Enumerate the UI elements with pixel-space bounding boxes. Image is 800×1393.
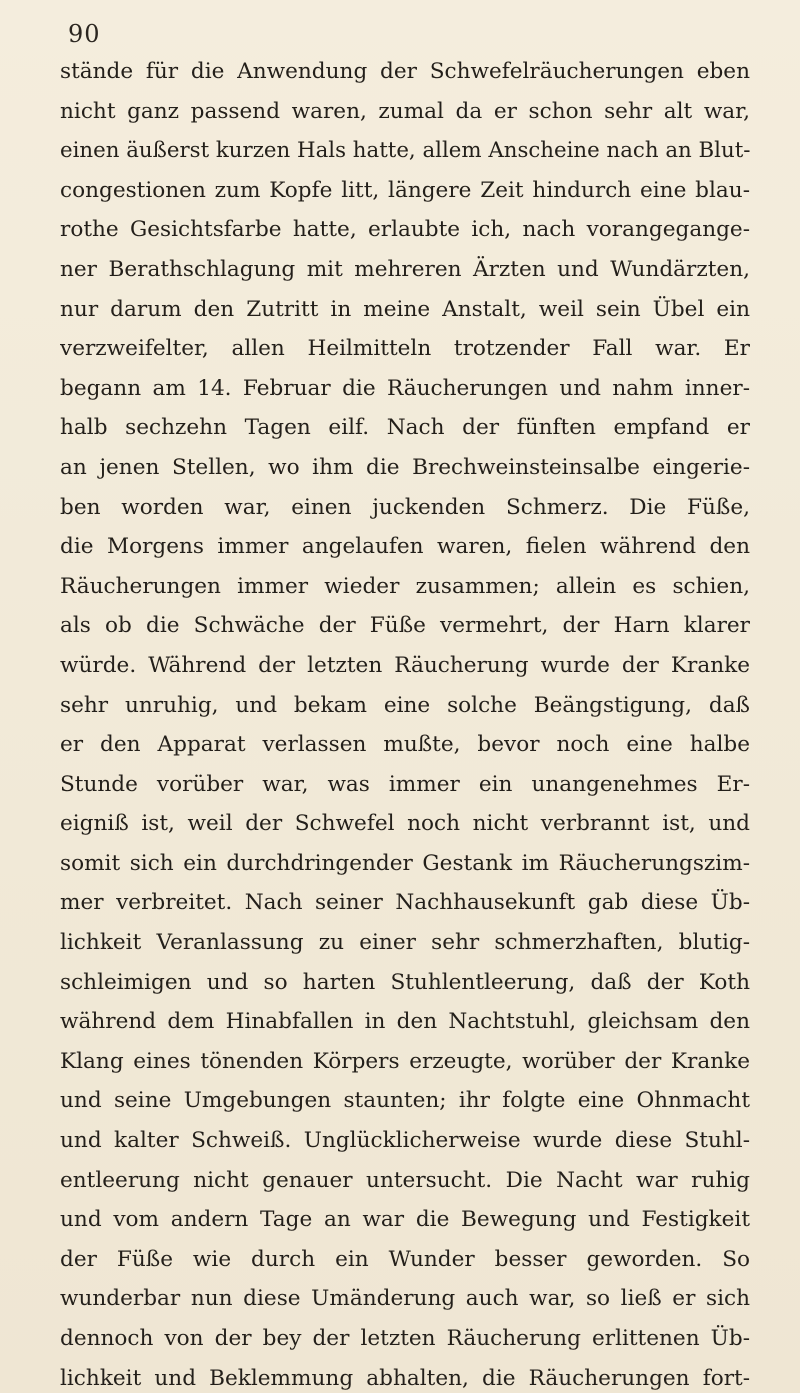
text-line: somit sich ein durchdringender Gestank im Räucherungszim-: [60, 850, 750, 876]
text-line: der Füße wie durch ein Wunder besser geworden. So: [60, 1246, 750, 1272]
text-line: sehr unruhig, und bekam eine solche Beängstigung, daß: [60, 692, 750, 718]
text-line: dennoch von der bey der letzten Räucherung erlittenen Üb-: [60, 1326, 750, 1351]
page-number: 90: [68, 20, 101, 48]
text-line: halb sechzehn Tagen eilf. Nach der fünften empfand er: [60, 415, 750, 441]
text-line: mer verbreitet. Nach seiner Nachhausekunft gab diese Üb-: [60, 890, 750, 916]
text-line: eigniß ist, weil der Schwefel noch nicht verbrannt ist, und: [60, 811, 750, 837]
text-line: begann am 14. Februar die Räucherungen und nahm inner-: [60, 375, 750, 401]
text-line: Klang eines tönenden Körpers erzeugte, worüber der Kranke: [60, 1048, 750, 1074]
text-line: rothe Gesichtsfarbe hatte, erlaubte ich, nach vorangegange-: [60, 217, 750, 243]
text-line: entleerung nicht genauer untersucht. Die Nacht war ruhig: [60, 1167, 750, 1193]
text-line: nicht ganz passend waren, zumal da er schon sehr alt war,: [60, 98, 750, 124]
text-line: ben worden war, einen juckenden Schmerz. Die Füße,: [60, 494, 750, 520]
text-line: nur darum den Zutritt in meine Anstalt, weil sein Übel ein: [60, 296, 750, 322]
text-line: schleimigen und so harten Stuhlentleerung, daß der Koth: [60, 969, 750, 995]
body-text: [60, 52, 750, 1393]
text-line: würde. Während der letzten Räucherung wurde der Kranke: [60, 652, 750, 678]
text-line: lichkeit und Beklemmung abhalten, die Räucherungen fort-: [60, 1365, 750, 1391]
text-line: die Morgens immer angelaufen waren, fielen während den: [60, 534, 750, 560]
text-line: und vom andern Tage an war die Bewegung und Festigkeit: [60, 1207, 750, 1233]
text-line: stände für die Anwendung der Schwefelräucherungen eben: [60, 59, 750, 84]
text-line: lichkeit Veranlassung zu einer sehr schmerzhaften, blutig-: [60, 930, 750, 956]
text-line: verzweifelter, allen Heilmitteln trotzender Fall war. Er: [60, 336, 750, 362]
text-line: und seine Umgebungen staunten; ihr folgte eine Ohnmacht: [60, 1088, 750, 1114]
text-line: und kalter Schweiß. Unglücklicherweise wurde diese Stuhl-: [60, 1128, 750, 1154]
text-line: er den Apparat verlassen mußte, bevor noch eine halbe: [60, 732, 750, 758]
text-line: einen äußerst kurzen Hals hatte, allem Anscheine nach an Blut-: [60, 138, 750, 164]
text-line: an jenen Stellen, wo ihm die Brechweinsteinsalbe eingerie-: [60, 454, 750, 480]
text-line: Stunde vorüber war, was immer ein unangenehmes Er-: [60, 771, 750, 797]
text-line: Räucherungen immer wieder zusammen; allein es schien,: [60, 573, 750, 599]
text-line: während dem Hinabfallen in den Nachtstuhl, gleichsam den: [60, 1009, 750, 1035]
text-line: wunderbar nun diese Umänderung auch war, so ließ er sich: [60, 1286, 750, 1312]
text-line: als ob die Schwäche der Füße vermehrt, der Harn klarer: [60, 613, 750, 639]
text-line: congestionen zum Kopfe litt, längere Zeit hindurch eine blau-: [60, 177, 750, 203]
text-line: ner Berathschlagung mit mehreren Ärzten und Wundärzten,: [60, 256, 750, 282]
